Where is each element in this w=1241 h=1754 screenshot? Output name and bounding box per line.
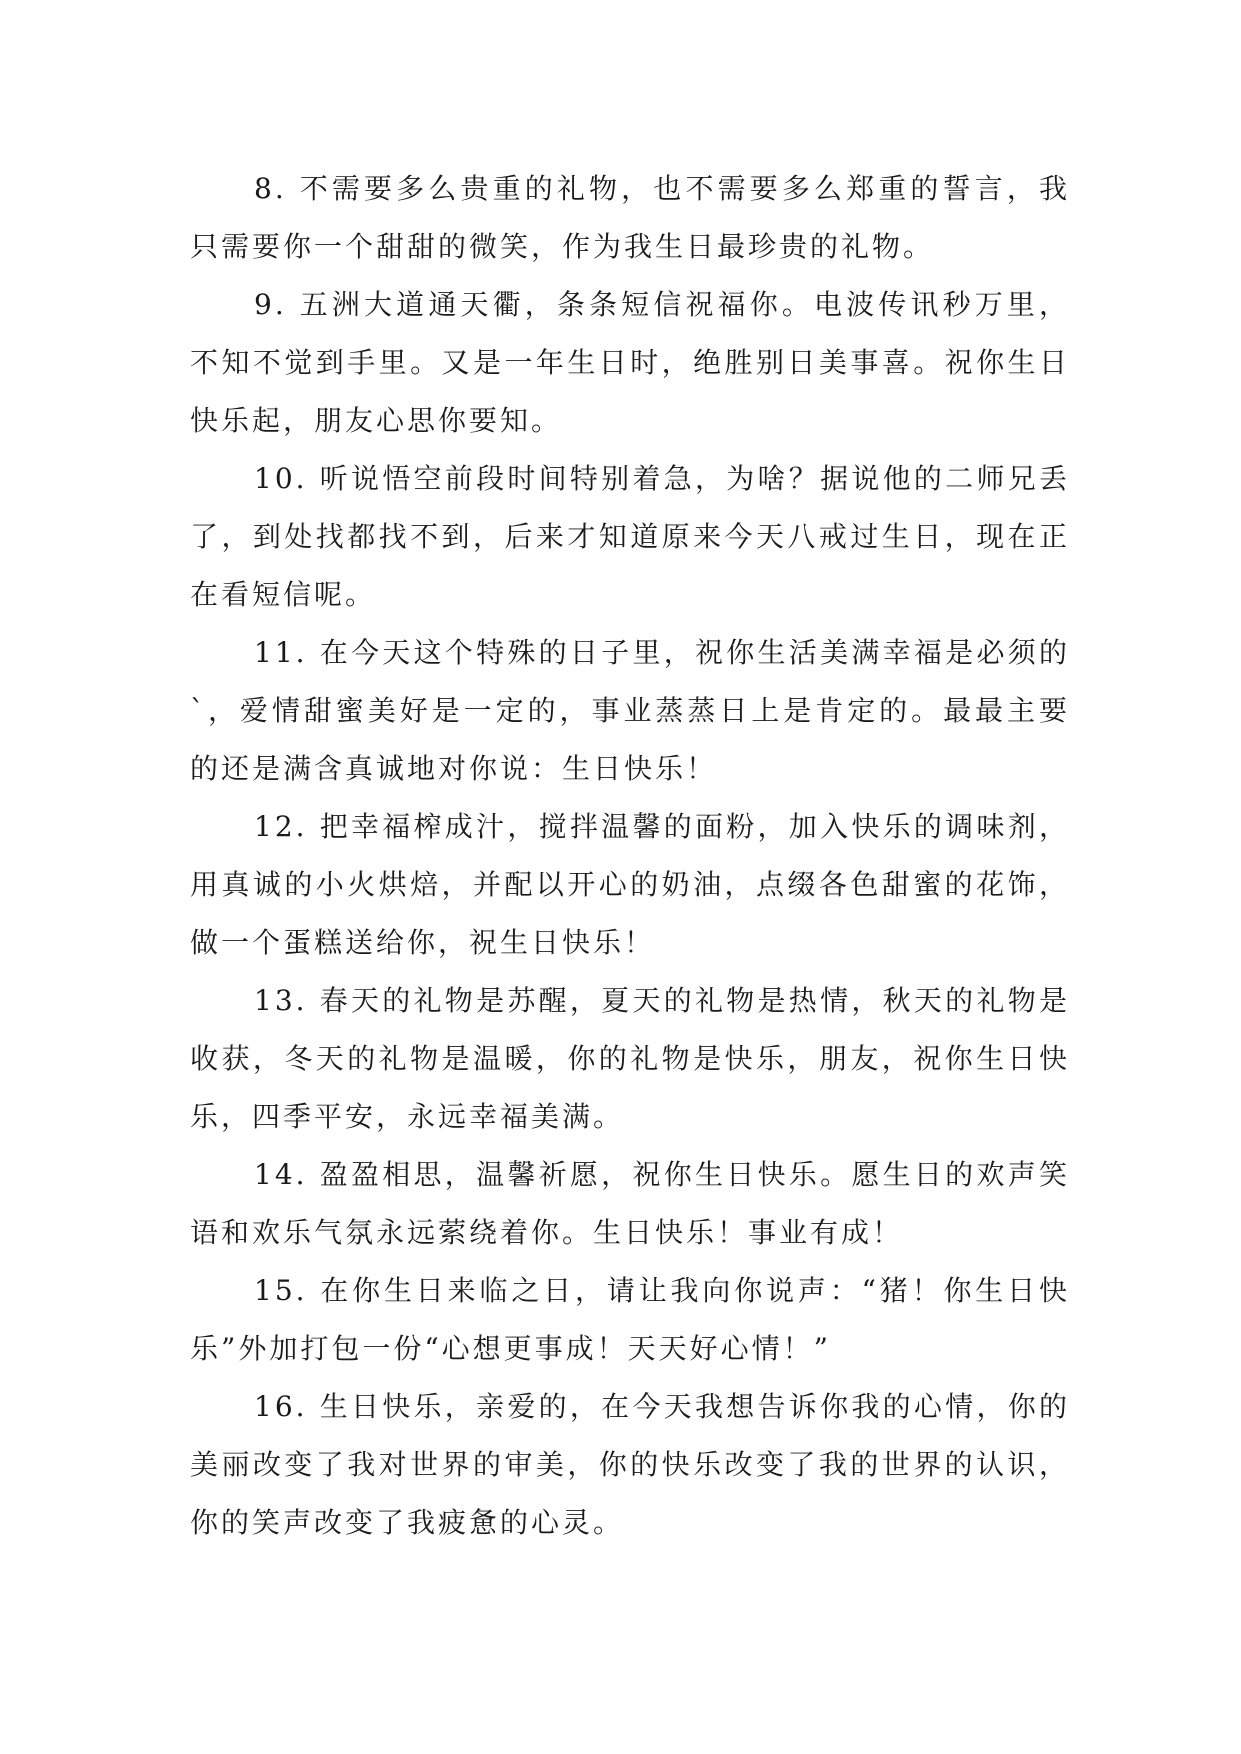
paragraph-12: 12. 把幸福榨成汁，搅拌温馨的面粉，加入快乐的调味剂，用真诚的小火烘焙，并配以开心的奶油，点缀各色甜蜜的花饰，做一个蛋糕送给你，祝生日快乐！ xyxy=(190,810,1070,959)
paragraph-15: 15. 在你生日来临之日，请让我向你说声：“猪！你生日快乐”外加打包一份“心想更事成！天天好心情！” xyxy=(190,1274,1070,1365)
paragraph-13: 13. 春天的礼物是苏醒，夏天的礼物是热情，秋天的礼物是收获，冬天的礼物是温暖，你的礼物是快乐，朋友，祝你生日快乐，四季平安，永远幸福美满。 xyxy=(190,984,1070,1133)
paragraph-16: 16. 生日快乐，亲爱的，在今天我想告诉你我的心情，你的美丽改变了我对世界的审美，你的快乐改变了我的世界的认识，你的笑声改变了我疲惫的心灵。 xyxy=(190,1390,1070,1539)
paragraph-14: 14. 盈盈相思，温馨祈愿，祝你生日快乐。愿生日的欢声笑语和欢乐气氛永远萦绕着你。生日快乐！事业有成！ xyxy=(190,1158,1070,1249)
paragraph-9: 9. 五洲大道通天衢，条条短信祝福你。电波传讯秒万里，不知不觉到手里。又是一年生日时，绝胜别日美事喜。祝你生日快乐起，朋友心思你要知。 xyxy=(190,288,1070,437)
paragraph-11: 11. 在今天这个特殊的日子里，祝你生活美满幸福是必须的`，爱情甜蜜美好是一定的，事业蒸蒸日上是肯定的。最最主要的还是满含真诚地对你说：生日快乐！ xyxy=(190,636,1070,785)
paragraph-10: 10. 听说悟空前段时间特别着急，为啥？据说他的二师兄丢了，到处找都找不到，后来才知道原来今天八戒过生日，现在正在看短信呢。 xyxy=(190,462,1070,611)
paragraph-8: 8. 不需要多么贵重的礼物，也不需要多么郑重的誓言，我只需要你一个甜甜的微笑，作为我生日最珍贵的礼物。 xyxy=(190,172,1070,263)
document-body xyxy=(190,160,1070,1552)
